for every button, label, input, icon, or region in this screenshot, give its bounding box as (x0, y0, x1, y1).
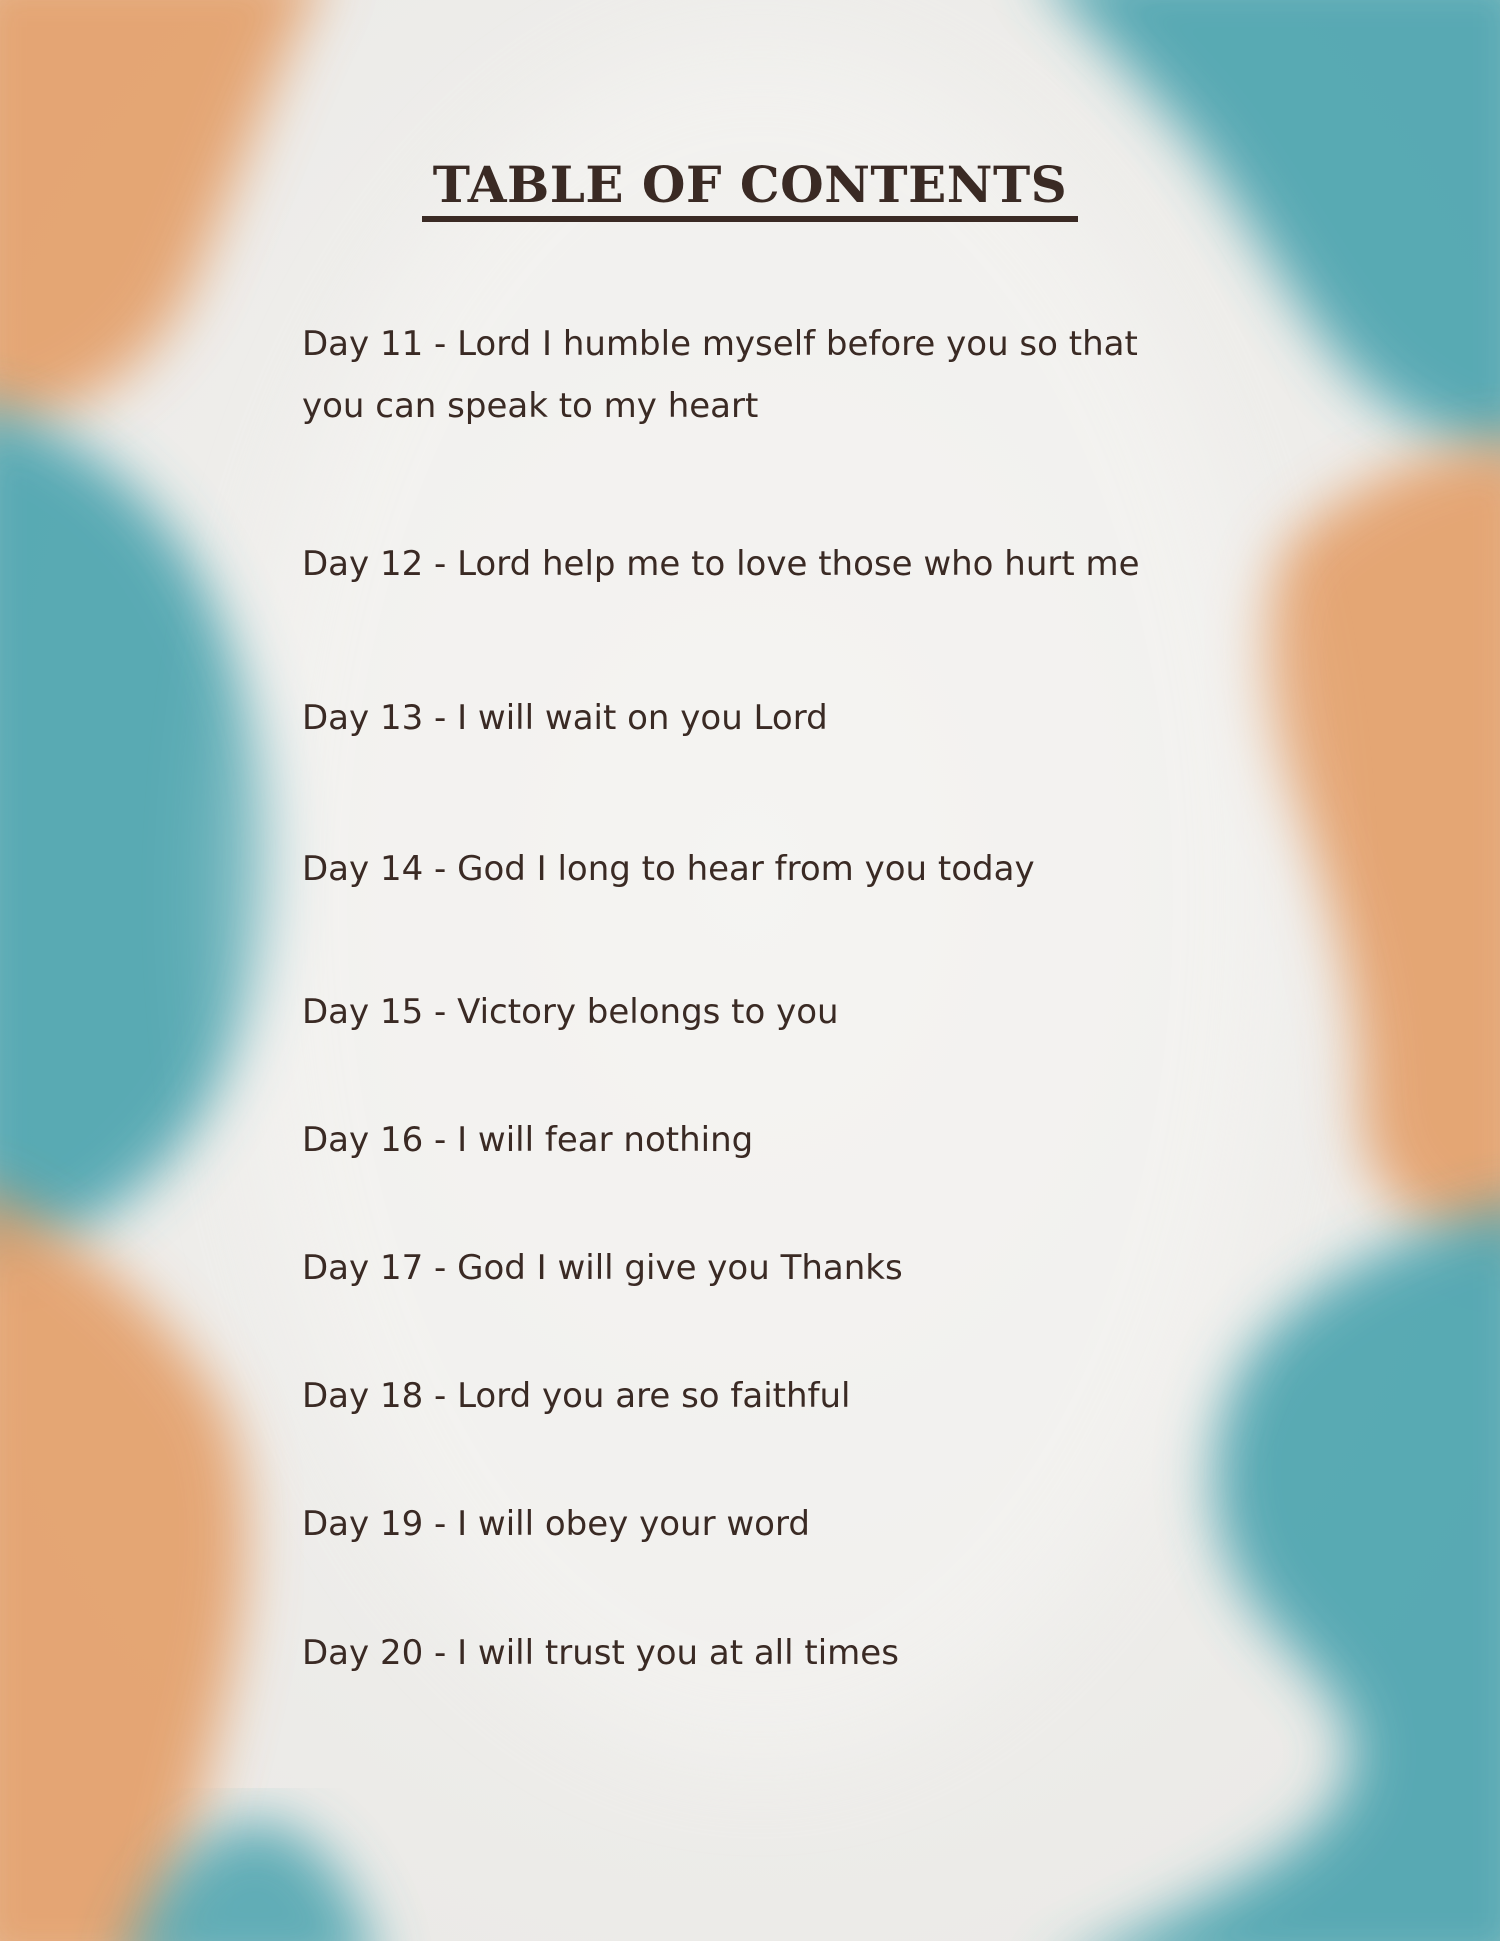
toc-entry-day-12: Day 12 - Lord help me to love those who hurt me (302, 544, 1140, 584)
toc-entry-day-14: Day 14 - God I long to hear from you today (302, 849, 1035, 889)
toc-entry-day-19: Day 19 - I will obey your word (302, 1504, 810, 1544)
title-underline (422, 216, 1078, 222)
toc-entry-day-20: Day 20 - I will trust you at all times (302, 1633, 899, 1673)
toc-entry-day-13: Day 13 - I will wait on you Lord (302, 698, 828, 738)
page-title: TABLE OF CONTENTS (432, 155, 1068, 214)
toc-entry-day-11: Day 11 - Lord I humble myself before you so that you can speak to my heart (302, 324, 1138, 426)
toc-entry-day-16: Day 16 - I will fear nothing (302, 1120, 754, 1160)
toc-entry-day-17: Day 17 - God I will give you Thanks (302, 1248, 903, 1288)
toc-entry-day-18: Day 18 - Lord you are so faithful (302, 1376, 851, 1416)
toc-entry-day-15: Day 15 - Victory belongs to you (302, 992, 839, 1032)
